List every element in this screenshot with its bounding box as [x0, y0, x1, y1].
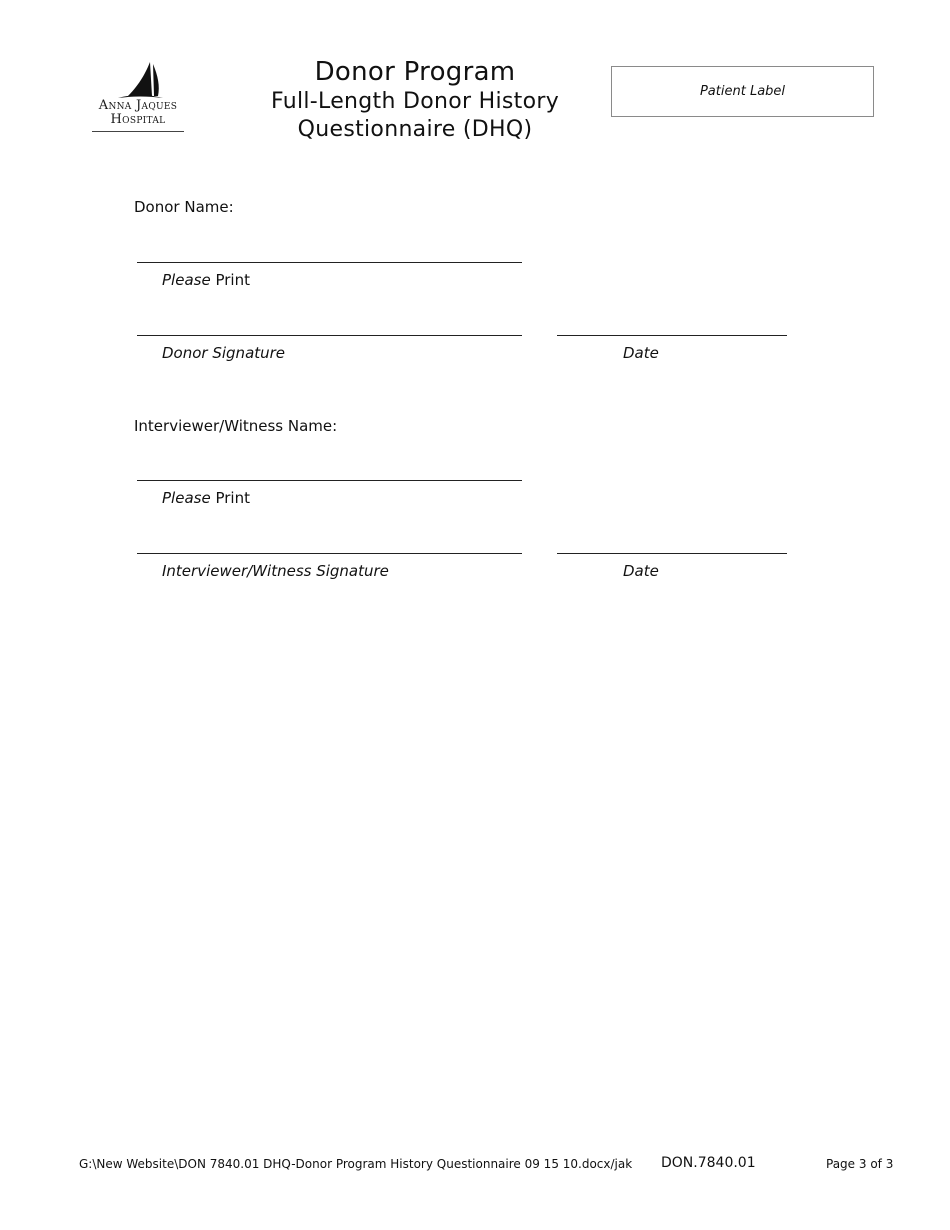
interviewer-print-suffix: Print	[210, 489, 250, 507]
interviewer-print-prefix: Please	[162, 489, 211, 507]
logo-subname: Hospital	[110, 112, 166, 127]
document-title	[250, 56, 580, 144]
interviewer-signature-caption: Interviewer/Witness Signature	[162, 562, 389, 580]
donor-print-prefix: Please	[162, 271, 211, 289]
interviewer-date-caption: Date	[623, 562, 659, 580]
title-line-2: Full-Length Donor History	[270, 89, 560, 114]
title-line-3: Questionnaire (DHQ)	[297, 117, 533, 142]
title-line-1: Donor Program	[314, 57, 516, 87]
footer-file-path: G:\New Website\DON 7840.01 DHQ-Donor Program History Questionnaire 09 15 10.docx/jak	[79, 1157, 633, 1171]
donor-print-suffix: Print	[210, 271, 250, 289]
donor-print-caption	[162, 271, 250, 289]
interviewer-print-caption	[162, 489, 250, 507]
donor-signature-line[interactable]	[137, 335, 522, 336]
donor-name-label: Donor Name:	[134, 198, 234, 216]
interviewer-date-line[interactable]	[557, 553, 787, 554]
logo-divider	[92, 131, 184, 132]
donor-date-line[interactable]	[557, 335, 787, 336]
patient-label-box	[611, 66, 874, 117]
interviewer-name-line[interactable]	[137, 480, 522, 481]
footer-page-number: Page 3 of 3	[826, 1157, 894, 1171]
footer-doc-id: DON.7840.01	[661, 1155, 756, 1171]
donor-signature-caption: Donor Signature	[162, 344, 286, 362]
logo-name: Anna Jaques	[98, 98, 178, 113]
donor-name-line[interactable]	[137, 262, 522, 263]
interviewer-signature-line[interactable]	[137, 553, 522, 554]
interviewer-name-label: Interviewer/Witness Name:	[134, 417, 338, 435]
patient-label-text: Patient Label	[699, 84, 786, 99]
donor-date-caption: Date	[623, 344, 659, 362]
